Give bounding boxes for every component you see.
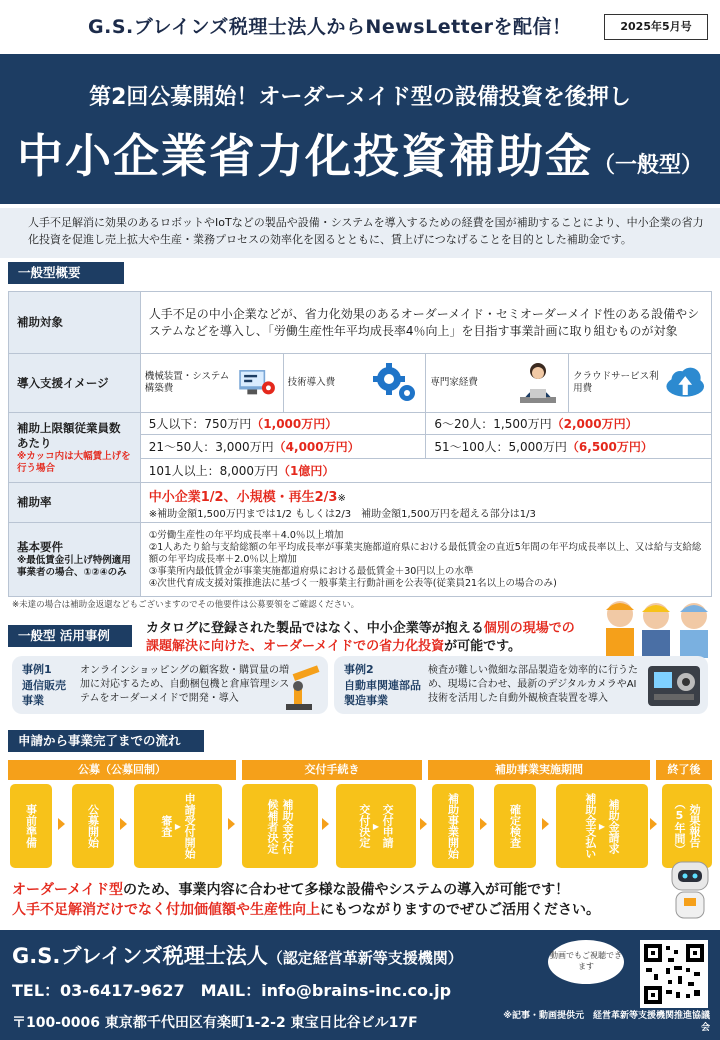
requirements-label: 基本要件: [17, 540, 63, 554]
hero-banner: [0, 54, 720, 204]
flow-step: [432, 784, 474, 868]
footer: [0, 930, 720, 1040]
limit-base: 6～20人：1,500万円: [434, 417, 552, 431]
lead-text: カタログに登録された製品ではなく、中小企業等が抱える: [146, 621, 484, 636]
flow-step: [242, 784, 318, 868]
step-label: 補助金支払い: [583, 793, 597, 859]
newsletter-title: G.S.ブレインズ税理士法人からNewsLetterを配信！: [88, 16, 572, 38]
limit-base: 101人以上：8,000万円: [148, 464, 279, 478]
cases-heading: 一般型 活用事例: [8, 625, 132, 647]
case-card: [12, 656, 328, 714]
requirements-cell: [140, 523, 711, 597]
issue-date: 2025年5月号: [604, 14, 708, 40]
workers-illustration: [600, 596, 716, 658]
lead-text-red: 課題解決に向けた、オーダーメイドでの省力化投資: [146, 639, 445, 654]
step-arrow: ▶: [598, 821, 606, 831]
table-row: [9, 413, 712, 435]
step-label: 事前準備: [24, 804, 38, 848]
arrow-right-icon: [58, 818, 65, 830]
rate-note: ※補助金額1,500万円までは1/2 もしくは2/3 補助金額1,500万円を超える部分は1/3: [148, 508, 536, 520]
image-cell: [569, 354, 712, 413]
arrow-right-icon: [228, 818, 235, 830]
table-row: [9, 292, 712, 354]
hero-title: [0, 120, 720, 186]
case-desc: 検査が難しい微細な部品製造を効率的に行うため、現場に合わせ、最新のデジタルカメラやAI技術を活用した自動外観検査装置を導入: [428, 665, 638, 704]
limit-label-cell: [9, 413, 141, 483]
step-label: 公募開始: [86, 804, 100, 848]
closing-red: 人手不足解消だけでなく付加価値額や生産性向上: [12, 902, 320, 918]
limit-base: 5人以下：750万円: [148, 417, 252, 431]
lead-text-red: 個別の現場での: [483, 621, 575, 636]
flow-phase: 交付手続き: [242, 760, 422, 780]
arrow-right-icon: [322, 818, 329, 830]
image-label: 導入支援イメージ: [9, 354, 141, 413]
case-no: 事例1: [22, 663, 52, 676]
lead-text: が可能です。: [444, 639, 522, 654]
step-label: 交付決定: [357, 804, 371, 848]
step-arrow: ▶: [372, 821, 380, 831]
video-bubble: 動画でもご視聴できます: [548, 940, 624, 984]
requirement-item: ④次世代育成支援対策推進法に基づく一般事業主行動計画を公表等(従業員21名以上の場合のみ): [148, 577, 557, 589]
arrow-right-icon: [420, 818, 427, 830]
step-label: 候補者決定: [266, 798, 279, 854]
company-name: [12, 940, 463, 970]
image-caption: 機械装置・システム構築費: [144, 371, 230, 394]
limit-base: 21～50人：3,000万円: [148, 440, 274, 454]
hero-title-main: 中小企業省力化投資補助金: [16, 129, 593, 183]
limit-cell: [140, 435, 426, 459]
case-card: [334, 656, 708, 714]
overview-heading: 一般型概要: [8, 262, 124, 284]
intro-text: 人手不足解消に効果のあるロボットやIoTなどの製品や設備・システムを導入するための経費を国が補助することにより、中小企業の省力化投資を促進し売上拡大や生産・業務プロセスの効率化を図るとともに、賃上げにつなげることを目的とした補助金です。: [0, 208, 720, 258]
closing-red: オーダーメイド型: [12, 882, 124, 898]
qr-code[interactable]: [640, 940, 708, 1008]
robot-arm-icon: [280, 664, 324, 712]
limit-cell: [426, 435, 712, 459]
limit-high: （6,500万円）: [566, 440, 653, 454]
step-label: 申請受付開始: [183, 793, 197, 859]
step-label: 補助金交付: [281, 798, 294, 854]
flow-step: [494, 784, 536, 868]
limit-cell: [426, 413, 712, 435]
limit-high: （1億円）: [278, 464, 335, 478]
flow-step: [72, 784, 114, 868]
rate-cell: [140, 483, 711, 523]
robot-arm-icon: [236, 359, 278, 407]
flow-phase: 終了後: [656, 760, 712, 780]
overview-footnote: ※未達の場合は補助金返還などもございますのでその他要件は公募要領をご確認ください。: [12, 600, 360, 610]
limit-label: 補助上限額従業員数あたり: [17, 420, 121, 450]
image-caption: クラウドサービス利用費: [573, 371, 659, 394]
hero-title-suffix: （一般型）: [592, 153, 703, 178]
step-label: （5年間）: [673, 797, 686, 855]
image-cell: [426, 354, 569, 413]
gears-icon: [369, 359, 421, 407]
image-caption: 専門家経費: [430, 377, 478, 388]
step-label: 補助事業開始: [446, 793, 460, 859]
arrow-right-icon: [480, 818, 487, 830]
image-cell: [283, 354, 426, 413]
requirement-item: ①労働生産性の年平均成長率＋4.0％以上増加: [148, 529, 344, 541]
target-text: 人手不足の中小企業などが、省力化効果のあるオーダーメイド・セミオーダーメイド性のある設備やシステムなどを導入し、「労働生産性年平均成長率4％向上」を目指す事業計画に取り組むものが対象: [140, 292, 711, 354]
requirements-label-cell: [9, 523, 141, 597]
newsletter-bar: [0, 0, 720, 52]
flow-heading: 申請から事業完了までの流れ: [8, 730, 204, 752]
contact-info: TEL：03-6417-9627 MAIL：info@brains-inc.co.jp: [12, 981, 452, 1000]
inspection-device-icon: [646, 662, 702, 710]
table-row: [9, 523, 712, 597]
table-row: [9, 483, 712, 523]
case-industry: 通信販売事業: [22, 679, 66, 707]
flow-phase: 公募（公募回制）: [8, 760, 236, 780]
qr-code-icon: [644, 944, 704, 1004]
arrow-right-icon: [650, 818, 657, 830]
limit-base: 51～100人：5,000万円: [434, 440, 567, 454]
flow-step: [10, 784, 52, 868]
step-label: 確定検査: [508, 804, 522, 848]
closing-text: のため、事業内容に合わせて多様な設備やシステムの導入が可能です！: [123, 882, 570, 898]
company-note: （認定経営革新等支援機関）: [267, 949, 463, 967]
flow-phase: 補助事業実施期間: [428, 760, 650, 780]
flow-step: [134, 784, 222, 868]
step-label: 補助金請求: [607, 798, 621, 854]
image-caption: 技術導入費: [287, 377, 336, 388]
limit-high: （1,000万円）: [251, 417, 338, 431]
step-label: 効果報告: [688, 804, 701, 848]
case-no: 事例2: [344, 663, 374, 676]
closing-message: [12, 880, 600, 920]
closing-text: にもつながりますのでぜひご活用ください。: [320, 902, 600, 918]
address: 〒100-0006 東京都千代田区有楽町1-2-2 東宝日比谷ビル17F: [12, 1015, 418, 1031]
flow-step: [336, 784, 416, 868]
image-cell: [140, 354, 283, 413]
robot-mascot-icon: [664, 858, 716, 928]
limit-high: （2,000万円）: [551, 417, 638, 431]
overview-table: [8, 291, 712, 597]
table-row: [9, 354, 712, 413]
arrow-right-icon: [120, 818, 127, 830]
limit-cell: [140, 459, 711, 483]
limit-high: （4,000万円）: [273, 440, 360, 454]
case-desc: オンラインショッピングの顧客数・購買量の増加に対応するため、自動梱包機と倉庫管理システムをオーダーメイドで開発・導入: [80, 665, 290, 704]
arrow-right-icon: [542, 818, 549, 830]
requirements-note: ※最低賃金引上げ特例適用事業者の場合、①②④のみ: [17, 555, 131, 578]
consultant-icon: [512, 359, 564, 407]
company-name-text: G.S.ブレインズ税理士法人: [12, 944, 268, 968]
rate-label: 補助率: [9, 483, 141, 523]
target-label: 補助対象: [9, 292, 141, 354]
flow-step: [556, 784, 648, 868]
cases-lead: [146, 620, 575, 656]
step-arrow: ▶: [174, 821, 182, 831]
requirement-item: ②1人あたり給与支給総額の年平均成長率が事業実施都道府県における最低賃金の直近5年間の年平均成長率以上、又は給与支給総額の年平均成長率＋2.0％以上増加: [148, 541, 702, 565]
limit-note: ※カッコ内は大幅賃上げを行う場合: [17, 450, 131, 474]
limit-cell: [140, 413, 426, 435]
case-industry: 自動車関連部品製造事業: [344, 679, 421, 707]
rate-main: 中小企業1/2、小規模・再生2/3: [148, 489, 338, 505]
step-label: 審査: [159, 815, 173, 837]
cloud-upload-icon: [663, 359, 707, 407]
rate-mark: ※: [337, 492, 346, 504]
flow-step: [662, 784, 712, 868]
hero-subtitle: 第2回公募開始！オーダーメイド型の設備投資を後押し: [89, 85, 631, 110]
requirement-item: ③事業所内最低賃金が事業実施都道府県における最低賃金＋30円以上の水準: [148, 565, 474, 577]
step-label: 交付申請: [381, 804, 395, 848]
content-credit: ※記事・動画提供元 経営革新等支援機関推進協議会: [503, 1011, 710, 1033]
